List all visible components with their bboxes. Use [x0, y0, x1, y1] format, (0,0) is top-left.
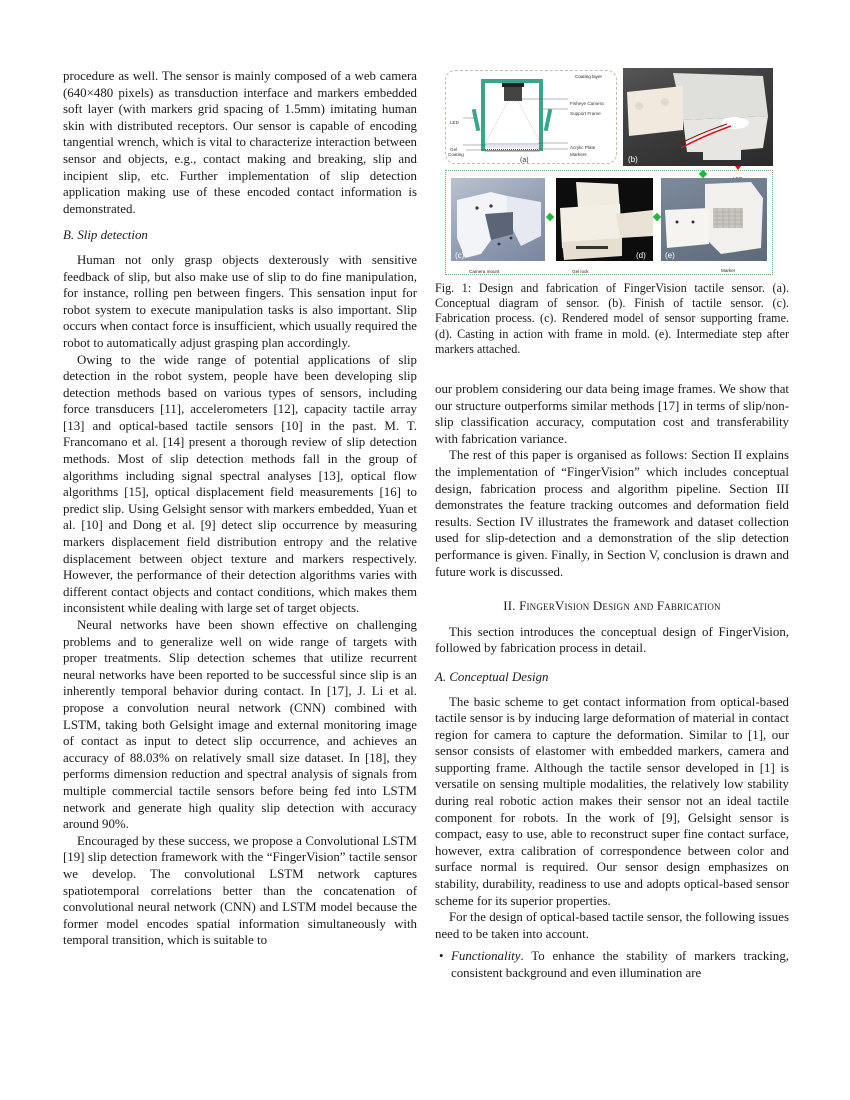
figure-panel-c-render: [451, 178, 545, 261]
section-heading-design-fabrication: II. FingerVision Design and Fabrication: [503, 599, 721, 614]
annotation-fisheye-camera: Fisheye Camera: [570, 101, 604, 106]
paragraph-human-slip: Human not only grasp objects dexterously with sensitive feedback of slip, but also make use of slip to do fine manipulation, for instance, rolling pen between fingers. This sensation input for robot system to execute manipulation tasks is also important. Slip occurs when contact force is insufficient, which usually required the robot to automatically adjust grasping plan accordingly.: [63, 252, 417, 350]
markers-attached-photo: [661, 178, 767, 261]
list-item-functionality: [451, 948, 789, 981]
subsection-heading-conceptual-design: A. Conceptual Design: [435, 669, 549, 684]
panel-b-label: (b): [628, 155, 638, 164]
paragraph-basic-scheme: The basic scheme to get contact information from optical-based tactile sensor is by inducing large deformation of material in contact region for camera to capture the deformation. Similar to [1], our sensor consists of elastomer with embedded markers, camera and supporting frame. Although the tactile sensor developed in [1] is versatile on sensing multiple modalities, the relatively low stability during real robotic action makes their sensor not an ideal tactile component for robots. In the work of [9], Gelsight sensor is compact, easy to use, able to reconstruct super fine contact surface, however, extra calibration of correspondence between color and surface normal is required. Our sensor design emphasizes on stability, durability, readiness to use and adopts optical-based sensor scheme for its superior properties.: [435, 694, 789, 908]
figure-panel-a-diagram: [445, 70, 617, 164]
figure-panel-e-markers: [661, 178, 767, 261]
figure-caption: Fig. 1: Design and fabrication of FingerVision tactile sensor. (a). Conceptual diagram of sensor. (b). Finish of tactile sensor. (c). Fabrication process. (c). Rendered model of sensor supporting frame. (d). Casting in action with frame in mold. (e). Intermediate step after markers attached.: [435, 281, 789, 356]
annotation-markers: Markers: [570, 152, 587, 157]
right-column: [435, 68, 789, 982]
led-arrow-icon: [735, 166, 741, 170]
figure-panel-b-photo: [623, 68, 773, 166]
annotation-camera-mount: Camera mount: [469, 269, 500, 274]
annotation-gel: Gel: [450, 147, 458, 152]
paragraph-section-intro: This section introduces the conceptual design of FingerVision, followed by fabrication process in detail.: [435, 624, 789, 656]
paragraph-design-issues: For the design of optical-based tactile sensor, the following issues need to be taken into account.: [435, 910, 789, 941]
annotation-acrylic-plate: Acrylic Plate: [570, 145, 596, 150]
panel-d-label: (d): [636, 251, 646, 260]
paragraph-sensor-composition: procedure as well. The sensor is mainly composed of a web camera (640×480 pixels) as transduction interface and markers embedded soft layer (with markers grid spacing of 1.5mm) imitating human skin with distributed receptors. Our sensor is capable of encoding tangential wrench, which is vital to characterize interaction between sensor and objects, e.g., contact making and breaking, slip and incipient slip, etc. Further implementation of slip detection application making use of these encoded contact information is demonstrated.: [63, 69, 417, 216]
subsection-heading-slip-detection: B. Slip detection: [63, 228, 148, 243]
figure-1: [443, 68, 773, 273]
paragraph-conv-lstm: Encouraged by these success, we propose a Convolutional LSTM [19] slip detection framework with the “FingerVision” tactile sensor we develop. The convolutional LSTM network captures spatiotemporal correlations better than the concatenation of convolutional neural network (CNN) and LSTM model because the former model encodes spatial information simultaneously with temporal transition, which is suitable to: [63, 833, 417, 948]
paragraph-neural-networks: Neural networks have been shown effective on challenging problems and to generalize well on wide range of targets with proper treatments. Slip detection schemes that utilize recurrent neural networks have been reported to be successful since slip is an inherently temporal behavior during contact. In [17], J. Li et al. propose a convolution neural network (CNN) combined with LSTM, taking both Gelsight image and external monitoring image of contact as input to detect slip occurrence, and achieves an accuracy of 88.03% on relatively small size dataset. In [18], they performs dimension reduction and spectral analysis of signals from multiple commercial tactile sensors before being fed into LSTM network and generate high quality slip detection with accuracy around 90%.: [63, 618, 417, 832]
annotation-support-frame: Support Frame: [570, 111, 601, 116]
paragraph-slip-methods: Owing to the wide range of potential applications of slip detection in the robot system, people have been developing slip detection methods based on various types of sensors, including force transducers [11], accelerometers [12], capacity tactile array [13] and optical-based tactile sensors [10] in the past. M. T. Francomano et al. [14] present a thorough review of slip detection methods. Most of slip detection methods fall in the group of algorithms including signal spectral analyses [13], optical flow algorithms [15], optical displacement field measurements [16] to predict slip. Using Gelsight sensor with markers embedded, Yuan et al. [10] and Dong et al. [9] detect slip occurrence by measuring markers displacement field distribution entropy and the relative displacement between object texture and markers respectively. However, the performance of their detection algorithms varies with different contact objects and contact conditions, which makes them inconsistent while dealing with large set of target objects.: [63, 352, 417, 616]
panel-c-label: (c): [455, 251, 465, 260]
annotation-marker: Marker: [721, 268, 736, 273]
bullet-text-functionality: . To enhance the stability of markers tracking, consistent background and even illumination are: [451, 949, 789, 981]
annotation-led: LED: [450, 120, 459, 125]
figure-panel-d-casting: [556, 178, 653, 261]
bullet-term-functionality: Functionality: [451, 949, 521, 964]
left-column: [63, 68, 417, 949]
paragraph-paper-organisation: The rest of this paper is organised as follows: Section II explains the implementation of “FingerVision” which includes conceptual design, fabrication process and algorithm pipeline. Section III demonstrates the feature tracking outcomes and deformation field results. Section IV illustrates the framework and dataset collection used for slip-detection and a demonstration of the slip detection performance is given. Finally, in Section V, conclusion is drawn and future work is discussed.: [435, 448, 789, 579]
design-issues-list: [435, 948, 789, 981]
finished-sensor-photo: [623, 68, 773, 166]
frame-render: [451, 178, 545, 261]
panel-a-label: (a): [520, 157, 529, 164]
annotation-gel-lock: Gel lock: [572, 269, 589, 274]
annotation-coating: Coating: [448, 152, 464, 157]
paragraph-problem-frames: our problem considering our data being image frames. We show that our structure outperforms similar methods [17] in terms of slip/non-slip classification accuracy, computation cost and transferability with fabrication variance.: [435, 382, 789, 446]
panel-e-label: (e): [665, 251, 675, 260]
annotation-coating-layer: Coating layer: [575, 74, 603, 79]
